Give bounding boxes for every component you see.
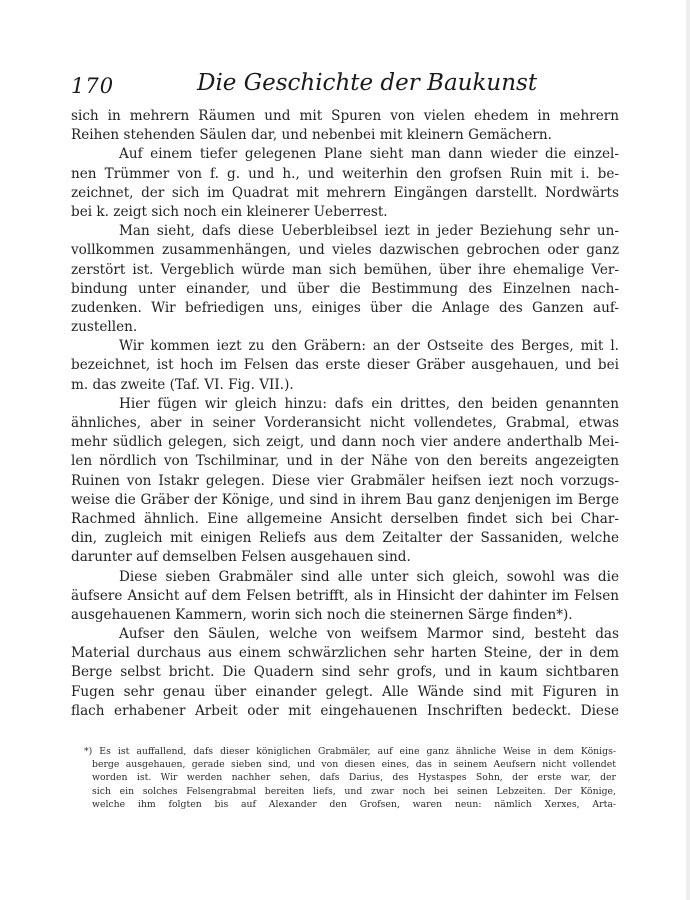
text-line: darunter auf demselben Felsen ausgehauen sind. bbox=[71, 549, 411, 566]
footnotes bbox=[80, 745, 616, 811]
text-line: bei k. zeigt sich noch ein kleinerer Ueberrest. bbox=[71, 203, 388, 220]
text-line: zerstört ist. Vergeblich würde man sich bemühen, über ihre ehemalige Ver- bbox=[71, 261, 619, 278]
text-line: bindung unter einander, und über die Bestimmung des Einzelnen nach- bbox=[71, 280, 619, 297]
text-line: Wir kommen iezt zu den Gräbern: an der Ostseite des Berges, mit l. bbox=[119, 338, 619, 355]
text-line: Berge selbst bricht. Die Quadern sind sehr grofs, und in kaum sichtbaren bbox=[71, 664, 619, 681]
text-line: zeichnet, der sich im Quadrat mit mehrern Eingängen darstellt. Nordwärts bbox=[71, 184, 619, 201]
text-line: Auf einem tiefer gelegenen Plane sieht man dann wieder die einzel- bbox=[119, 146, 619, 163]
text-line: Rachmed ähnlich. Eine allgemeine Ansicht derselben findet sich bei Char- bbox=[71, 510, 619, 527]
text-line: ähnliches, aber in seiner Vorderansicht nicht vollendetes, Grabmal, etwas bbox=[71, 415, 619, 431]
text-line: Diese sieben Grabmäler sind alle unter sich gleich, sowohl was die bbox=[119, 568, 619, 585]
text-line: flach erhabener Arbeit oder mit eingehauenen Inschriften bedeckt. Diese bbox=[71, 702, 619, 719]
text-line: mehr südlich gelegen, sich zeigt, und dann noch vier andere anderthalb Mei- bbox=[71, 434, 619, 451]
footnote-line: welche ihm folgten bis auf Alexander den Grofsen, waren neun: nämlich Xerxes, Arta- bbox=[92, 798, 616, 810]
text-line: Hier fügen wir gleich hinzu: dafs ein drittes, den beiden genannten bbox=[119, 395, 619, 412]
text-line: Ruinen von Istakr gelegen. Diese vier Grabmäler heifsen iezt noch vorzugs- bbox=[71, 472, 619, 489]
footnote-line: berge ausgehauen, gerade sieben sind, und von diesen eines, das in seinem Aeufsern nicht vollendet bbox=[92, 759, 616, 771]
text-line: Fugen sehr genau über einander gelegt. Alle Wände sind mit Figuren in bbox=[71, 683, 619, 700]
body-text bbox=[71, 107, 619, 721]
text-line: din, zugleich mit einigen Reliefs aus dem Zeitalter der Sassaniden, welche bbox=[71, 530, 619, 547]
footnote-line: sich ein solches Felsengrabmal bereiten liefs, und zwar noch bei seinen Lebzeiten. Der Könige, bbox=[92, 785, 616, 797]
text-line: bezeichnet, ist hoch im Felsen das erste dieser Gräber ausgehauen, und bei bbox=[71, 357, 619, 374]
footnote-line: *) Es ist auffallend, dafs dieser königlichen Grabmäler, auf eine ganz ähnliche Weise in dem Königs- bbox=[84, 746, 616, 757]
text-line: zudenken. Wir befriedigen uns, einiges über die Anlage des Ganzen auf- bbox=[71, 299, 619, 316]
text-line: len nördlich von Tschilminar, und in der Nähe von den bereits angezeigten bbox=[71, 453, 619, 470]
text-line: m. das zweite (Taf. VI. Fig. VII.). bbox=[71, 376, 294, 393]
text-line: sich in mehrern Räumen und mit Spuren von vielen ehedem in mehrern bbox=[71, 108, 619, 124]
running-title: Die Geschichte der Baukunst bbox=[197, 70, 538, 96]
text-line: Man sieht, dafs diese Ueberbleibsel iezt in jeder Beziehung sehr un- bbox=[119, 223, 619, 240]
text-line: vollkommen zusammenhängen, und vieles dazwischen gebrochen oder ganz bbox=[71, 242, 619, 259]
text-line: Aufser den Säulen, welche von weifsem Marmor sind, besteht das bbox=[119, 626, 619, 643]
page-edge bbox=[686, 0, 690, 900]
text-line: Reihen stehenden Säulen dar, und nebenbei mit kleinern Gemächern. bbox=[71, 127, 552, 144]
footnote-line: worden ist. Wir werden nachher sehen, dafs Darius, des Hystaspes Sohn, der erste war, der bbox=[92, 772, 616, 784]
text-line: nen Trümmer von f. g. und h., und weiterhin den grofsen Ruin mit i. be- bbox=[71, 165, 619, 182]
text-line: weise die Gräber der Könige, und sind in ihrem Bau ganz denjenigen im Berge bbox=[71, 491, 619, 508]
page-header bbox=[71, 68, 619, 98]
text-line: äufsere Ansicht auf dem Felsen betrifft, als in Hinsicht der dahinter im Felsen bbox=[71, 587, 619, 604]
text-line: Material durchaus aus einem schwärzlichen sehr harten Steine, der in dem bbox=[71, 645, 619, 662]
text-line: ausgehauenen Kammern, worin sich noch die steinernen Särge finden*). bbox=[71, 606, 573, 623]
page-number: 170 bbox=[71, 74, 115, 98]
text-line: zustellen. bbox=[71, 319, 138, 336]
